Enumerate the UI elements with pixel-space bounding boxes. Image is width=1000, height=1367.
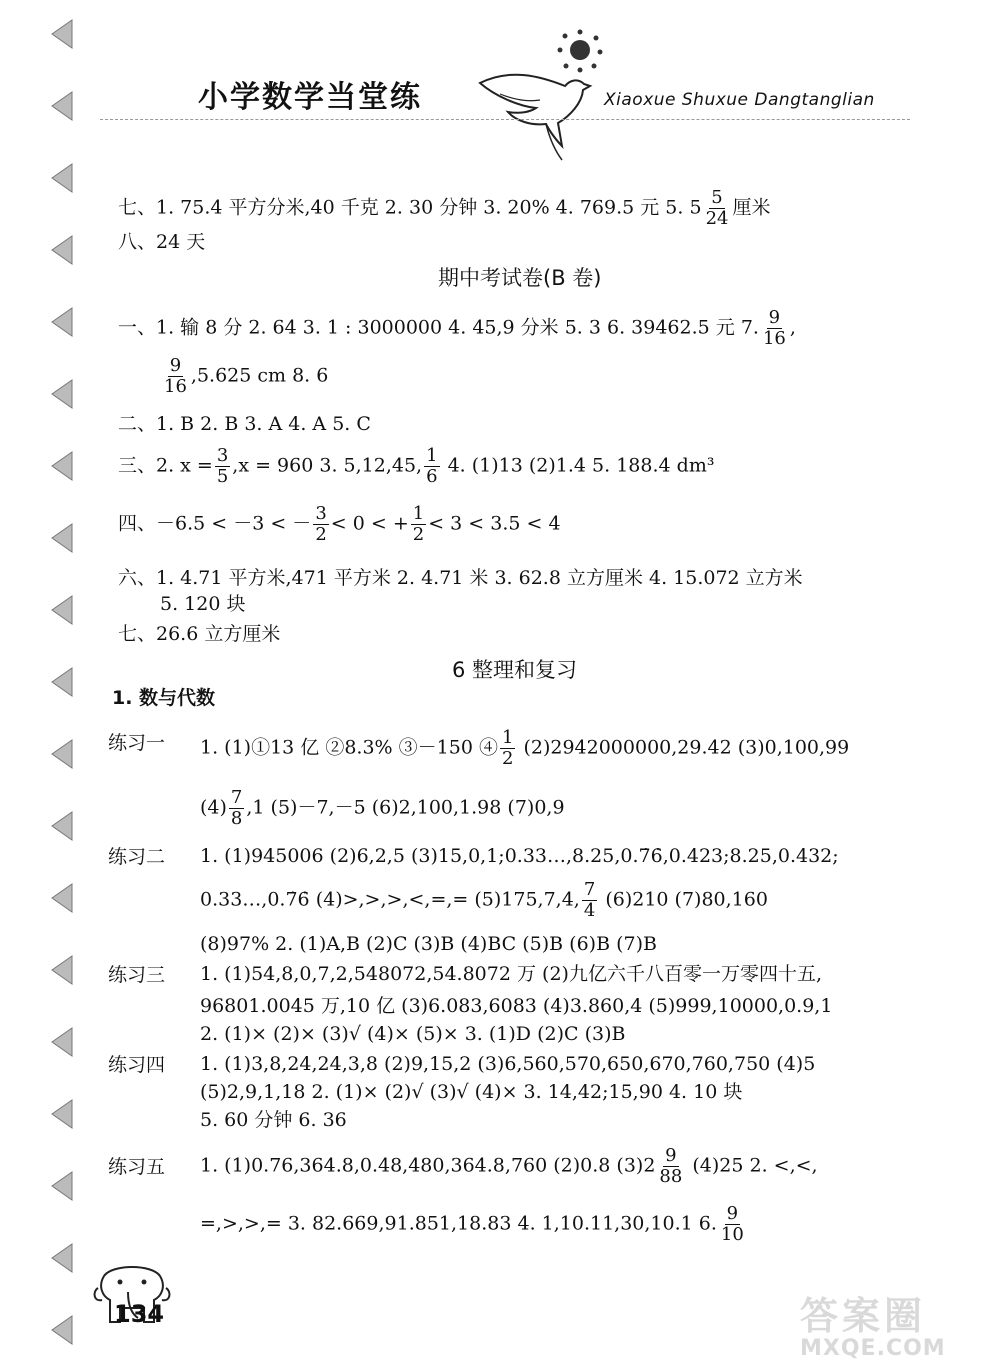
exercise-label: 练习一 (108, 732, 166, 754)
header-pinyin: Xiaoxue Shuxue Dangtanglian (604, 90, 875, 110)
watermark-text: 答案圈 (800, 1294, 927, 1338)
fraction: $\frac{9}{16}$ (164, 355, 187, 397)
answer-line: 1. (1)54,8,0,7,2,548072,54.8072 万 (2)九亿六千八百零一万零四十五, (200, 963, 822, 985)
margin-triangle-decoration (0, 0, 90, 1367)
review-title: 6 整理和复习 (452, 658, 578, 682)
answer-line: $\frac{9}{16}$ ,5.625 cm 8. 6 (164, 355, 329, 397)
fraction: $\frac{9}{10}$ (720, 1203, 744, 1245)
fraction: $\frac{7}{8}$ (230, 787, 243, 829)
header-title: 小学数学当堂练 (198, 80, 422, 115)
fraction: $\frac{7}{4}$ (583, 879, 596, 921)
answer-line: =,>,>,= 3. 82.669,91.851,18.83 4. 1,10.11,30,10.1 6. $\frac{9}{10}$ (200, 1203, 744, 1245)
answer-line: (8)97% 2. (1)A,B (2)C (3)B (4)BC (5)B (6)B (7)B (200, 933, 657, 955)
fraction: $\frac{1}{6}$ (426, 445, 438, 487)
answer-line: 5. 60 分钟 6. 36 (200, 1109, 347, 1131)
watermark-url: MXQE.COM (800, 1336, 946, 1361)
fraction: $\frac{3}{5}$ (216, 445, 229, 487)
answer-line: 四、－6.5 < －3 < － $\frac{3}{2}$ < 0 < + $\frac{1}{2}$ < 3 < 3.5 < 4 (118, 503, 561, 545)
exercise-label: 练习四 (108, 1054, 166, 1076)
answer-line: 2. (1)× (2)× (3)√ (4)× (5)× 3. (1)D (2)C (3)B (200, 1023, 626, 1045)
answer-line: 六、1. 4.71 平方米,471 平方米 2. 4.71 米 3. 62.8 立方厘米 4. 15.072 立方米 (118, 567, 803, 589)
watermark (800, 1285, 946, 1361)
answer-line: 七、1. 75.4 平方分米,40 千克 2. 30 分钟 3. 20% 4. 769.5 元 5. 5 $\frac{5}{24}$ 厘米 (118, 187, 771, 229)
answer-line: 二、1. B 2. B 3. A 4. A 5. C (118, 413, 371, 435)
exercise-label: 练习三 (108, 964, 166, 986)
answer-line: 5. 120 块 (160, 593, 246, 615)
exercise-label: 练习五 (108, 1156, 166, 1178)
answer-line: 1. (1)945006 (2)6,2,5 (3)15,0,1;0.33…,8.25,0.7̇6̇,0.423;8.25,0.432; (200, 845, 839, 867)
exam-title: 期中考试卷(B 卷) (438, 266, 602, 290)
fraction: $\frac{5}{24}$ (705, 187, 729, 229)
answer-line: 七、26.6 立方厘米 (118, 623, 281, 645)
dove-sun-illustration (470, 28, 610, 163)
answer-line: 三、2. x = $\frac{3}{5}$ ,x = 960 3. 5,12,45, $\frac{1}{6}$ 4. (1)13 (2)1.4 5. 188.4 dm³ (118, 445, 715, 487)
review-subtitle: 1. 数与代数 (112, 687, 216, 709)
answer-line: 1. (1)3,8,24,24,3,8 (2)9,15,2 (3)6,560,570,650,670,760,750 (4)5 (200, 1053, 816, 1075)
exercise-label: 练习二 (108, 846, 166, 868)
fraction: $\frac{1}{2}$ (501, 727, 514, 769)
answer-line: 一、1. 输 8 分 2. 64 3. 1 : 3000000 4. 45,9 分米 5. 3 6. 39462.5 元 7. $\frac{9}{16}$ , (118, 307, 796, 349)
answer-line: 1. (1)①13 亿 ②8.3% ③－150 ④ $\frac{1}{2}$ (2)2942000000,29.42 (3)0,100,99 (200, 727, 850, 769)
answer-line: (4) $\frac{7}{8}$ ,1 (5)－7,－5 (6)2,100,1.98 (7)0,9 (200, 787, 565, 829)
fraction: $\frac{3}{2}$ (315, 503, 327, 545)
fraction: $\frac{1}{2}$ (412, 503, 425, 545)
page-number-badge (92, 1262, 172, 1336)
answer-line: (5)2,9,1,18 2. (1)× (2)√ (3)√ (4)× 3. 14,42;15,90 4. 10 块 (200, 1081, 743, 1103)
answer-line: 0.33…,0.7̇6̇ (4)>,>,>,<,=,= (5)175,7,4, $\frac{7}{4}$ (6)210 (7)80,160 (200, 879, 768, 921)
answer-line: 八、24 天 (118, 231, 206, 253)
answer-line: 96801.0045 万,10 亿 (3)6.083,6083 (4)3.860,4 (5)999,10000,0.9,1 (200, 995, 833, 1017)
header-divider (100, 119, 910, 120)
answer-line: 1. (1)0.76,364.8,0.48,480,364.8,760 (2)0.8 (3)2 $\frac{9}{88}$ (4)25 2. <,<, (200, 1145, 818, 1187)
page-number: 134 (114, 1300, 165, 1328)
fraction: $\frac{9}{16}$ (762, 307, 786, 349)
fraction: $\frac{9}{88}$ (659, 1145, 683, 1187)
